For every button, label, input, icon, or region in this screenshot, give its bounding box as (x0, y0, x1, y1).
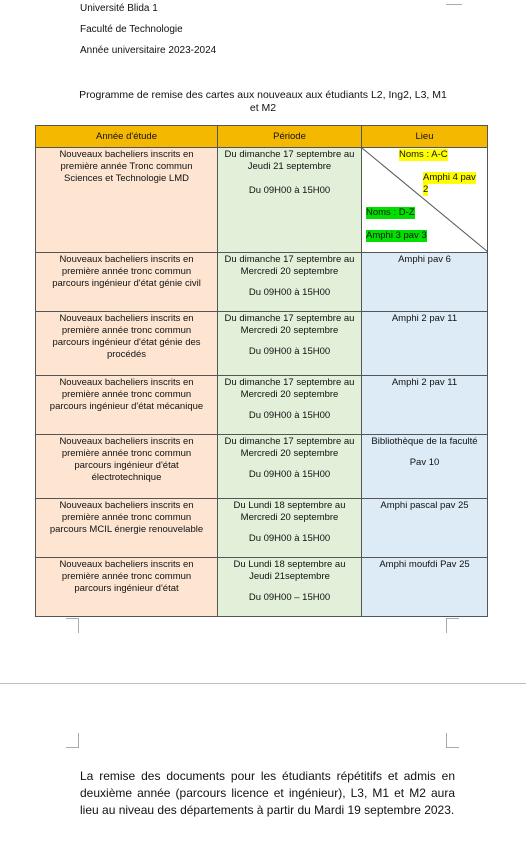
academic-year: Année universitaire 2023-2024 (80, 45, 217, 56)
periode-cell: Du dimanche 17 septembre au Mercredi 20 septembre Du 09H00 à 15H00 (218, 312, 362, 376)
table-header-row (36, 126, 488, 148)
hours: Du 09H00 à 15H00 (248, 469, 331, 480)
noms-dz-label: Noms : D-Z (366, 207, 415, 218)
hours: Du 09H00 à 15H00 (248, 346, 331, 357)
lieu-cell: Amphi pascal pav 25 (362, 499, 488, 558)
annee-cell: Nouveaux bacheliers inscrits en première année Tronc commun Sciences et Technologie LMD (36, 148, 218, 253)
university-name: Université Blida 1 (80, 3, 158, 14)
crop-mark (66, 618, 79, 633)
hours: Du 09H00 à 15H00 (248, 185, 331, 196)
table-row (36, 376, 488, 435)
table-row (36, 435, 488, 499)
periode-cell: Du Lundi 18 septembre au Mercredi 20 septembre Du 09H00 à 15H00 (218, 499, 362, 558)
page-separator (0, 683, 526, 684)
annee-cell: Nouveaux bacheliers inscrits en première année tronc commun parcours MCIL énergie renouvelable (36, 499, 218, 558)
annee-cell: Nouveaux bacheliers inscrits en première année tronc commun parcours ingénieur d'état génie civil (36, 253, 218, 312)
hours: Du 09H00 à 15H00 (248, 410, 331, 421)
crop-mark (446, 618, 459, 633)
annee-cell: Nouveaux bacheliers inscrits en première année tronc commun parcours ingénieur d'état génie des procédés (36, 312, 218, 376)
schedule-table (35, 125, 488, 617)
footer-note: La remise des documents pour les étudiants répétitifs et admis en deuxième année (parcours licence et ingénieur), L3, M1 et M2 aura lieu au niveau des départements à partir du Mardi 19 septembre 2023. (80, 769, 455, 817)
amphi4-label: Amphi 4 pav (423, 172, 476, 183)
lieu-cell: Amphi 2 pav 11 (362, 376, 488, 435)
header-annee: Année d'étude (36, 126, 218, 148)
document-title (70, 89, 456, 115)
table-row (36, 312, 488, 376)
header-lieu: Lieu (362, 126, 488, 148)
crop-mark (66, 733, 79, 748)
lieu-cell-split (362, 148, 488, 253)
periode-cell: Du dimanche 17 septembre au Jeudi 21 septembre Du 09H00 à 15H00 (218, 148, 362, 253)
lieu-cell: Amphi moufdi Pav 25 (362, 558, 488, 617)
faculty-name: Faculté de Technologie (80, 24, 183, 35)
periode-cell: Du dimanche 17 septembre au Mercredi 20 septembre Du 09H00 à 15H00 (218, 253, 362, 312)
crop-mark (446, 733, 459, 748)
header-periode: Période (218, 126, 362, 148)
periode-cell: Du Lundi 18 septembre au Jeudi 21septembre Du 09H00 – 15H00 (218, 558, 362, 617)
crop-mark (446, 0, 462, 5)
annee-cell: Nouveaux bacheliers inscrits en première année tronc commun parcours ingénieur d'état mécanique (36, 376, 218, 435)
amphi3-label: Amphi 3 pav 3 (366, 230, 427, 241)
lieu-cell: Bibliothèque de la faculté Pav 10 (362, 435, 488, 499)
table-row (36, 499, 488, 558)
hours: Du 09H00 à 15H00 (248, 533, 331, 544)
table-row (36, 558, 488, 617)
amphi4-label-cont: 2 (423, 184, 429, 195)
title-line-2: et M2 (249, 102, 277, 114)
periode-cell: Du dimanche 17 septembre au Mercredi 20 septembre Du 09H00 à 15H00 (218, 376, 362, 435)
noms-ac-label: Noms : A-C (399, 149, 448, 160)
annee-cell: Nouveaux bacheliers inscrits en première année tronc commun parcours ingénieur d'état électrotechnique (36, 435, 218, 499)
lieu-cell: Amphi 2 pav 11 (362, 312, 488, 376)
lieu-cell: Amphi pav 6 (362, 253, 488, 312)
title-line-1: Programme de remise des cartes aux nouveaux aux étudiants L2, Ing2, L3, M1 (79, 89, 447, 101)
periode-cell: Du dimanche 17 septembre au Mercredi 20 septembre Du 09H00 à 15H00 (218, 435, 362, 499)
annee-cell: Nouveaux bacheliers inscrits en première année tronc commun parcours ingénieur d'état (36, 558, 218, 617)
table-row (36, 148, 488, 253)
table-row (36, 253, 488, 312)
hours: Du 09H00 – 15H00 (248, 592, 331, 603)
hours: Du 09H00 à 15H00 (248, 287, 331, 298)
